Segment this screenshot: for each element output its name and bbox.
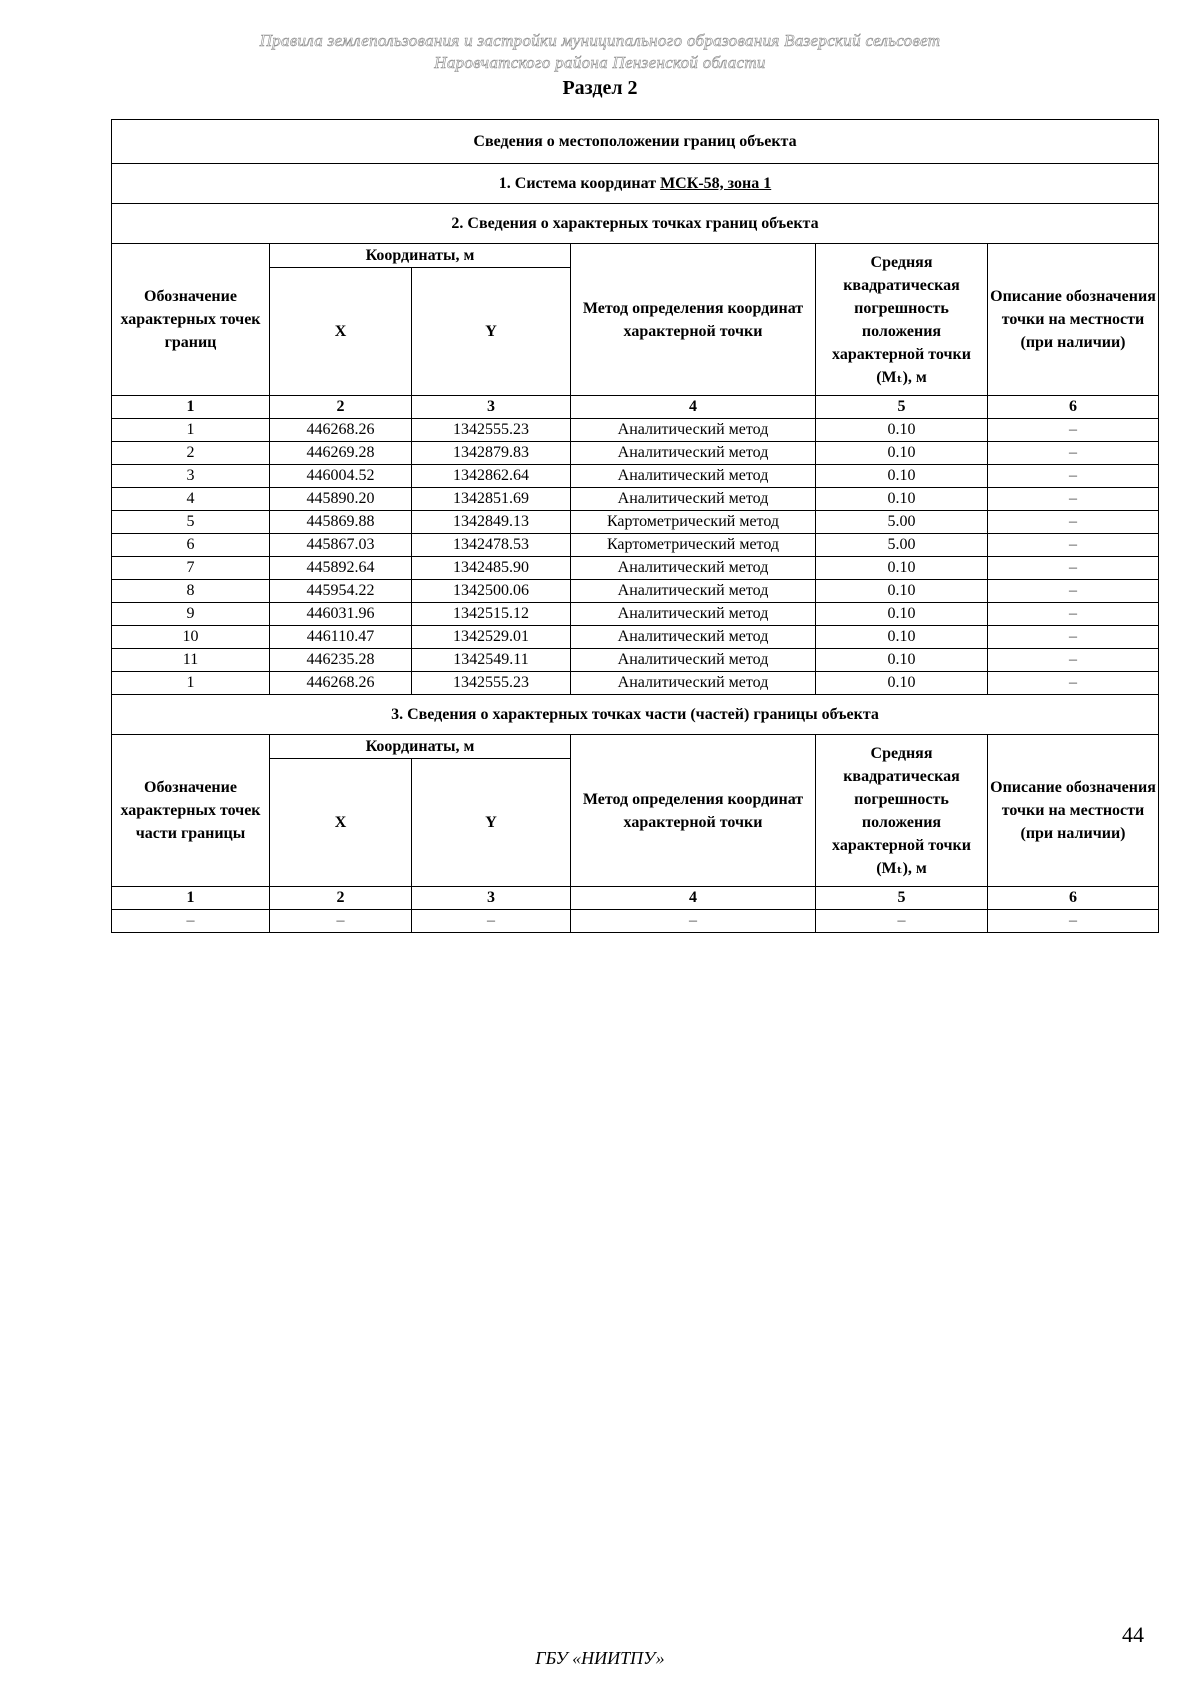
coord-system-value: МСК-58, зона 1 [660,174,772,192]
table-row [112,419,1159,442]
table-row [112,626,1159,649]
part-body [112,910,1159,933]
points-title-row [112,204,1159,244]
part-title-row [112,695,1159,735]
cell-point-id: – [112,910,270,933]
footer-organization: ГБУ «НИИТПУ» [535,1648,665,1668]
cell-coord-x: 446268.26 [270,419,412,442]
cell-method: Аналитический метод [571,488,816,511]
table-row [112,649,1159,672]
column-number: 4 [571,887,816,910]
table-row [112,603,1159,626]
column-number: 1 [112,887,270,910]
table-row [112,511,1159,534]
cell-method: Картометрический метод [571,534,816,557]
part-section-title: 3. Сведения о характерных точках части (частей) границы объекта [112,695,1159,735]
cell-point-id: 9 [112,603,270,626]
cell-method: Аналитический метод [571,672,816,695]
cell-coord-x: 446004.52 [270,465,412,488]
cell-point-id: 4 [112,488,270,511]
cell-coord-x: 446031.96 [270,603,412,626]
cell-error: 0.10 [816,626,988,649]
part-header-error: Средняя квадратическая погрешность положения характерной точки (Mₜ), м [816,735,988,887]
part-header-designation: Обозначение характерных точек части границы [112,735,270,887]
cell-description: – [988,603,1159,626]
part-header-x: X [270,759,412,887]
cell-point-id: 2 [112,442,270,465]
cell-method: Аналитический метод [571,419,816,442]
header-description: Описание обозначения точки на местности (при наличии) [988,244,1159,396]
cell-description: – [988,626,1159,649]
cell-description: – [988,557,1159,580]
cell-error: 0.10 [816,672,988,695]
cell-point-id: 5 [112,511,270,534]
cell-point-id: 7 [112,557,270,580]
coord-system-cell [112,164,1159,204]
cell-coord-y: 1342862.64 [412,465,571,488]
table-row [112,557,1159,580]
cell-coord-y: 1342485.90 [412,557,571,580]
cell-error: 0.10 [816,465,988,488]
cell-method: Аналитический метод [571,626,816,649]
header-designation: Обозначение характерных точек границ [112,244,270,396]
cell-description: – [988,442,1159,465]
table-row [112,488,1159,511]
cell-method: Аналитический метод [571,465,816,488]
column-number: 5 [816,887,988,910]
cell-coord-y: 1342515.12 [412,603,571,626]
cell-error: 0.10 [816,603,988,626]
cell-error: 0.10 [816,649,988,672]
cell-coord-y: – [412,910,571,933]
cell-coord-y: 1342879.83 [412,442,571,465]
page-number: 44 [1122,1622,1144,1647]
running-header-line-2: Наровчатского района Пензенской области [434,53,766,72]
part-header-y: Y [412,759,571,887]
cell-coord-x: 446269.28 [270,442,412,465]
column-number: 6 [988,887,1159,910]
cell-point-id: 3 [112,465,270,488]
header-method: Метод определения координат характерной точки [571,244,816,396]
cell-method: Аналитический метод [571,557,816,580]
part-header-method: Метод определения координат характерной точки [571,735,816,887]
header-row-1 [112,244,1159,268]
column-number: 5 [816,396,988,419]
cell-point-id: 8 [112,580,270,603]
cell-point-id: 6 [112,534,270,557]
cell-coord-x: 446235.28 [270,649,412,672]
running-header-line-1: Правила землепользования и застройки муниципального образования Вазерский сельсовет [259,31,941,50]
cell-method: Аналитический метод [571,442,816,465]
table-row [112,465,1159,488]
points-section-title: 2. Сведения о характерных точках границ объекта [112,204,1159,244]
table-title: Сведения о местоположении границ объекта [112,120,1159,164]
cell-coord-y: 1342529.01 [412,626,571,649]
column-number: 3 [412,396,571,419]
cell-error: 5.00 [816,511,988,534]
cell-coord-y: 1342549.11 [412,649,571,672]
cell-description: – [988,649,1159,672]
coord-system-row [112,164,1159,204]
table-row [112,442,1159,465]
cell-description: – [988,910,1159,933]
cell-method: Аналитический метод [571,580,816,603]
cell-coord-x: 446268.26 [270,672,412,695]
cell-coord-y: 1342555.23 [412,672,571,695]
part-column-numbers-row [112,887,1159,910]
table-row [112,580,1159,603]
header-error: Средняя квадратическая погрешность положения характерной точки (Mₜ), м [816,244,988,396]
cell-method: Аналитический метод [571,649,816,672]
cell-description: – [988,534,1159,557]
header-y: Y [412,268,571,396]
cell-coord-x: 445892.64 [270,557,412,580]
cell-coord-x: – [270,910,412,933]
cell-coord-x: 445954.22 [270,580,412,603]
cell-description: – [988,465,1159,488]
cell-coord-x: 446110.47 [270,626,412,649]
column-number: 2 [270,887,412,910]
cell-point-id: 10 [112,626,270,649]
column-number: 2 [270,396,412,419]
part-header-description: Описание обозначения точки на местности (при наличии) [988,735,1159,887]
cell-coord-x: 445890.20 [270,488,412,511]
cell-error: – [816,910,988,933]
cell-coord-y: 1342500.06 [412,580,571,603]
cell-description: – [988,419,1159,442]
table-row [112,672,1159,695]
part-header-row-1 [112,735,1159,759]
points-body [112,419,1159,695]
table-title-row [112,120,1159,164]
column-number: 1 [112,396,270,419]
header-x: X [270,268,412,396]
cell-coord-y: 1342851.69 [412,488,571,511]
cell-error: 0.10 [816,580,988,603]
cell-method: Картометрический метод [571,511,816,534]
column-number: 4 [571,396,816,419]
table-row [112,910,1159,933]
cell-error: 0.10 [816,557,988,580]
cell-error: 0.10 [816,442,988,465]
header-coords: Координаты, м [270,244,571,268]
cell-coord-x: 445867.03 [270,534,412,557]
column-number: 3 [412,887,571,910]
coord-system-label: 1. Система координат [498,174,661,192]
cell-point-id: 11 [112,649,270,672]
cell-coord-x: 445869.88 [270,511,412,534]
column-numbers-row [112,396,1159,419]
column-number: 6 [988,396,1159,419]
cell-coord-y: 1342555.23 [412,419,571,442]
cell-description: – [988,511,1159,534]
part-header-coords: Координаты, м [270,735,571,759]
cell-description: – [988,672,1159,695]
cell-description: – [988,488,1159,511]
cell-method: Аналитический метод [571,603,816,626]
boundary-table [111,119,1159,933]
cell-point-id: 1 [112,672,270,695]
cell-coord-y: 1342478.53 [412,534,571,557]
cell-description: – [988,580,1159,603]
cell-error: 5.00 [816,534,988,557]
cell-error: 0.10 [816,419,988,442]
section-title: Раздел 2 [562,77,638,99]
cell-point-id: 1 [112,419,270,442]
cell-method: – [571,910,816,933]
cell-coord-y: 1342849.13 [412,511,571,534]
table-row [112,534,1159,557]
cell-error: 0.10 [816,488,988,511]
